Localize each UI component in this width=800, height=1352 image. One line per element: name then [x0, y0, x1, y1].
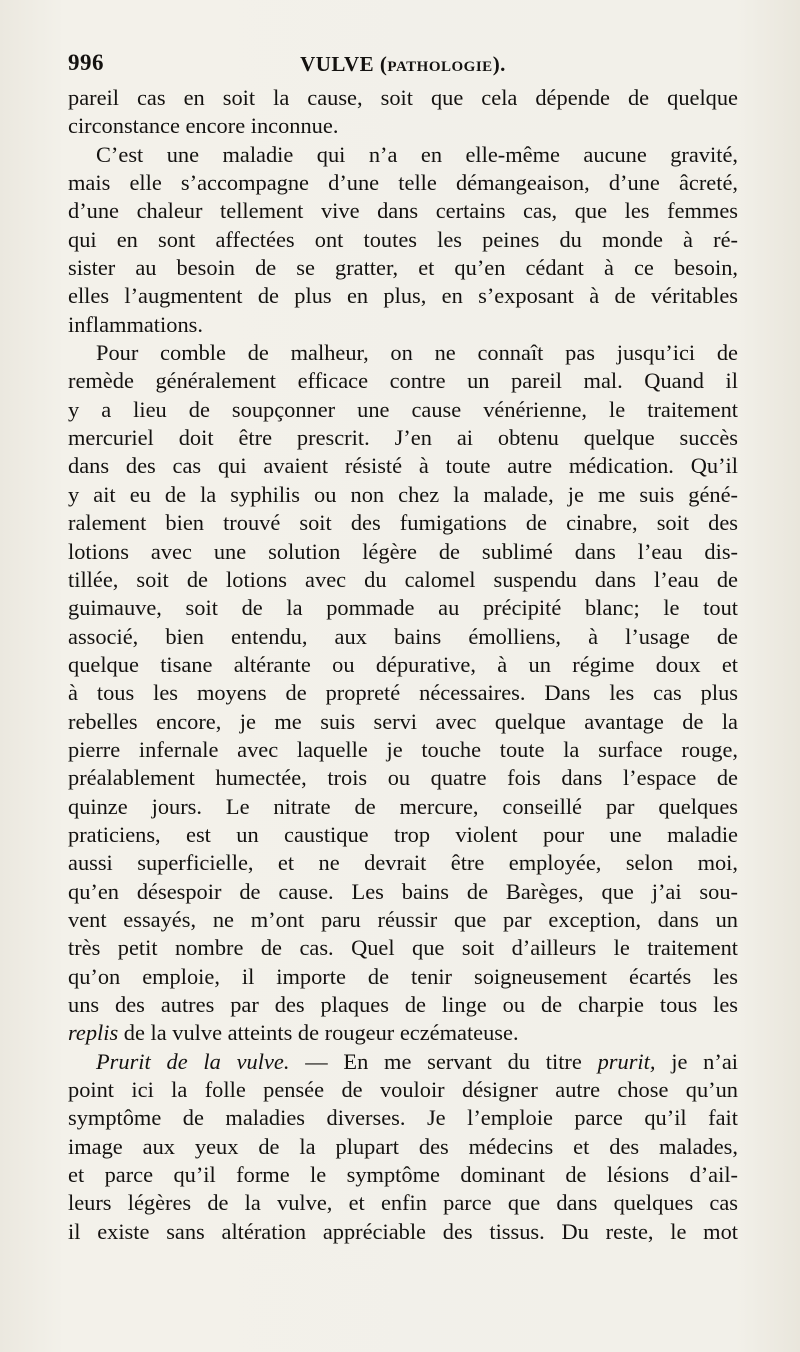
text-line: préalablement humectée, trois ou quatre fois dans l’espace de	[68, 765, 738, 791]
text-line: Pour comble de malheur, on ne connaît pas jusqu’ici de	[96, 340, 738, 366]
text-line: associé, bien entendu, aux bains émolliens, à l’usage de	[68, 623, 738, 649]
text-line: inflammations.	[68, 311, 203, 337]
text-line: mercuriel doit être prescrit. J’en ai obtenu quelque succès	[68, 425, 738, 451]
text-line: très petit nombre de cas. Quel que soit d’ailleurs le traitement	[68, 935, 738, 961]
text-line: pareil cas en soit la cause, soit que cela dépende de quelque	[68, 85, 738, 110]
section-heading-line	[68, 1048, 738, 1076]
text-segment: En me servant du titre	[343, 1048, 582, 1074]
running-title-main: VULVE	[300, 52, 375, 76]
text-line: aussi superficielle, et ne devrait être employée, selon moi,	[68, 850, 738, 876]
text-line: il existe sans altération appréciable des tissus. Du reste, le mot	[68, 1218, 738, 1244]
text-line: quinze jours. Le nitrate de mercure, conseillé par quelques	[68, 793, 738, 819]
text-segment: je n’ai	[671, 1048, 738, 1074]
text-line	[68, 1019, 738, 1047]
text-line: uns des autres par des plaques de linge ou de charpie tous les	[68, 992, 738, 1017]
text-segment: de la vulve atteints de rougeur eczémateuse.	[123, 1020, 519, 1046]
text-line: rebelles encore, je me suis servi avec quelque avantage de la	[68, 708, 738, 734]
italic-term: prurit,	[597, 1048, 656, 1074]
text-line: praticiens, est un caustique trop violent pour une maladie	[68, 821, 738, 847]
text-line: tillée, soit de lotions avec du calomel suspendu dans l’eau de	[68, 566, 738, 592]
text-line: lotions avec une solution légère de sublimé dans l’eau dis-	[68, 538, 738, 564]
text-line: leurs légères de la vulve, et enfin parce que dans quelques cas	[68, 1190, 738, 1216]
text-line: vent essayés, ne m’ont paru réussir que par exception, dans un	[68, 906, 738, 932]
text-line: ralement bien trouvé soit des fumigations de cinabre, soit des	[68, 510, 738, 536]
text-line: à tous les moyens de propreté nécessaires. Dans les cas plus	[68, 680, 738, 706]
text-line: dans des cas qui avaient résisté à toute autre médication. Qu’il	[68, 453, 738, 479]
text-line: symptôme de maladies diverses. Je l’emploie parce qu’il fait	[68, 1105, 738, 1131]
text-line: guimauve, soit de la pommade au précipité blanc; le tout	[68, 595, 738, 621]
em-dash: —	[305, 1048, 328, 1074]
text-line: image aux yeux de la plupart des médecins et des malades,	[68, 1133, 738, 1159]
text-line: circonstance encore inconnue.	[68, 113, 339, 139]
page-header	[68, 50, 738, 82]
section-heading: Prurit de la vulve.	[96, 1048, 290, 1074]
text-line: quelque tisane altérante ou dépurative, à un régime doux et	[68, 651, 738, 677]
text-line: point ici la folle pensée de vouloir désigner autre chose qu’un	[68, 1077, 738, 1103]
text-line: qui en sont affectées ont toutes les peines du monde à ré-	[68, 226, 738, 252]
text-line: qu’en désespoir de cause. Les bains de Barèges, que j’ai sou-	[68, 878, 738, 904]
running-title	[68, 52, 738, 77]
text-line: elles l’augmentent de plus en plus, en s’exposant à de véritables	[68, 283, 738, 309]
body-text	[68, 84, 738, 1246]
text-line: et parce qu’il forme le symptôme dominant de lésions d’ail-	[68, 1162, 738, 1188]
text-line: y a lieu de soupçonner une cause vénérienne, le traitement	[68, 396, 738, 422]
page-number: 996	[68, 50, 104, 75]
text-line: y ait eu de la syphilis ou non chez la malade, je me suis géné-	[68, 481, 738, 507]
text-line: qu’on emploie, il importe de tenir soigneusement écartés les	[68, 963, 738, 989]
text-line: pierre infernale avec laquelle je touche toute la surface rouge,	[68, 736, 738, 762]
running-title-sub: (pathologie).	[379, 52, 506, 76]
italic-word: replis	[68, 1020, 119, 1046]
text-line: mais elle s’accompagne d’une telle démangeaison, d’une âcreté,	[68, 170, 738, 196]
text-line: sister au besoin de se gratter, et qu’en cédant à ce besoin,	[68, 255, 738, 281]
text-line: C’est une maladie qui n’a en elle-même aucune gravité,	[96, 141, 738, 167]
text-line: remède généralement efficace contre un pareil mal. Quand il	[68, 368, 738, 394]
text-line: d’une chaleur tellement vive dans certains cas, que les femmes	[68, 198, 738, 224]
